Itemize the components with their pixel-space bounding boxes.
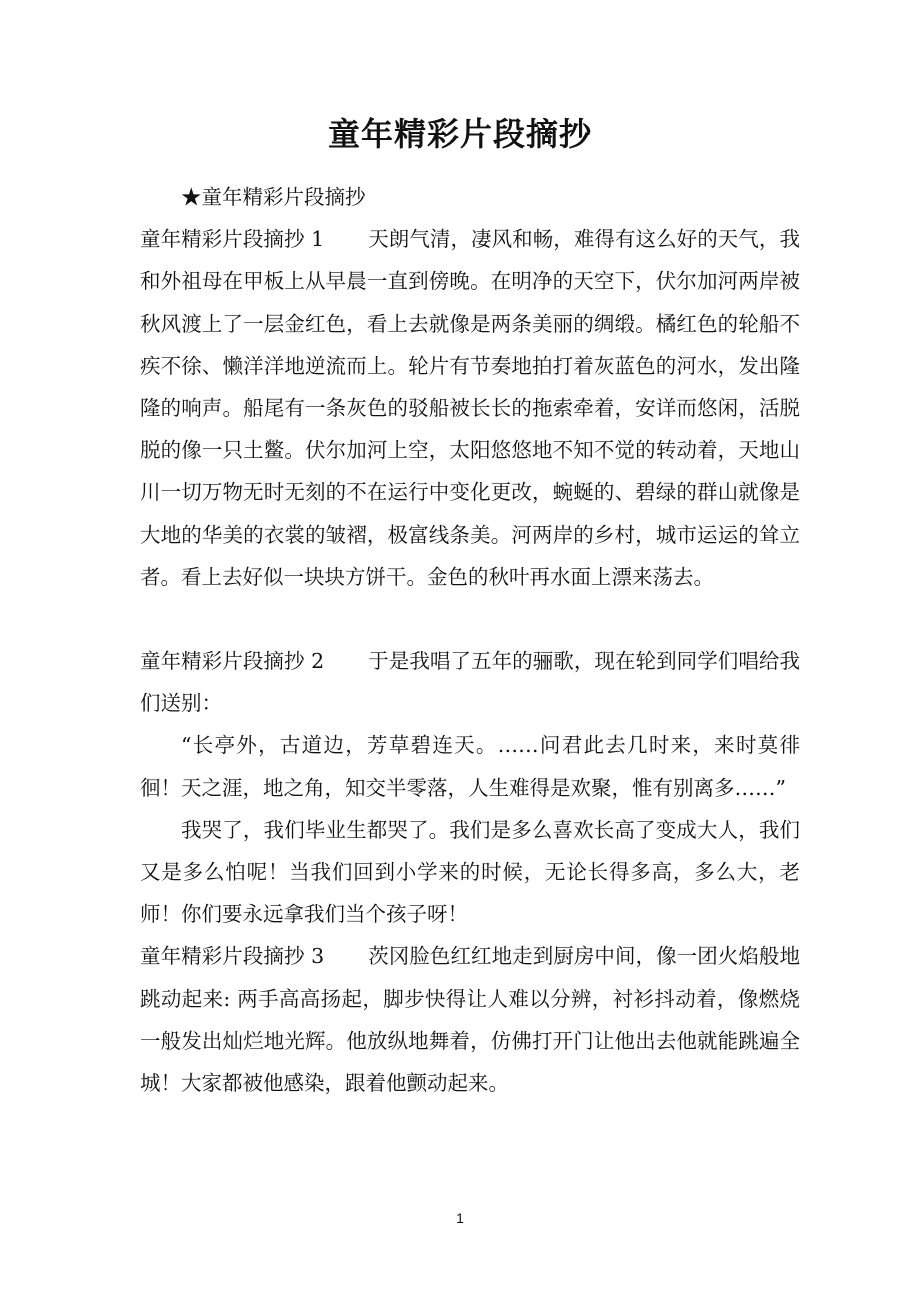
section-1 [140,218,800,598]
subtitle: ★童年精彩片段摘抄 [181,185,366,209]
document-title: 童年精彩片段摘抄 [327,115,592,153]
section-3-text: 茨冈脸色红红地走到厨房中间，像一团火焰般地跳动起来: 两手高高扬起，脚步快得让人难以分辨，衬衫抖动着，像燃烧一般发出灿烂地光辉。他放纵地舞着，仿佛打开门让他出去他就能跳遍全城！大家都被他感染，跟着他颤动起来。 [140,944,800,1096]
section-1-label: 童年精彩片段摘抄 1 [140,227,325,252]
section-3-label: 童年精彩片段摘抄 3 [140,944,325,969]
section-2-paragraph: 我哭了，我们毕业生都哭了。我们是多么喜欢长高了变成大人，我们又是多么怕呢！当我们回到小学来的时候，无论长得多高，多么大，老师！你们要永远拿我们当个孩子呀！ [140,817,800,927]
section-2-quote: “长亭外，古道边，芳草碧连天。……问君此去几时来，来时莫徘徊！天之涯，地之角，知交半零落，人生难得是欢聚，惟有别离多……” [140,733,800,800]
section-1-text: 天朗气清，凄风和畅，难得有这么好的天气，我和外祖母在甲板上从早晨一直到傍晚。在明净的天空下，伏尔加河两岸被秋风渡上了一层金红色，看上去就像是两条美丽的绸缎。橘红色的轮船不疾不徐、懒洋洋地逆流而上。轮片有节奏地拍打着灰蓝色的河水，发出隆隆的响声。船尾有一条灰色的驳船被长长的拖索牵着，安详而悠闲，活脱脱的像一只土鳖。伏尔加河上空，太阳悠悠地不知不觉的转动着，天地山川一切万物无时无刻的不在运行中变化更改，蜿蜒的、碧绿的群山就像是大地的华美的衣裳的皱褶，极富线条美。河两岸的乡村，城市运运的耸立者。看上去好似一块块方饼干。金色的秋叶再水面上漂来荡去。 [140,227,800,589]
section-2 [140,640,800,724]
section-2-text: 于是我唱了五年的骊歌，现在轮到同学们唱给我们送别： [140,649,800,716]
section-3 [140,935,800,1104]
page-number: 1 [456,1210,464,1226]
blank-line [140,598,800,640]
document-body [140,176,800,1104]
section-2-label: 童年精彩片段摘抄 2 [140,649,325,674]
